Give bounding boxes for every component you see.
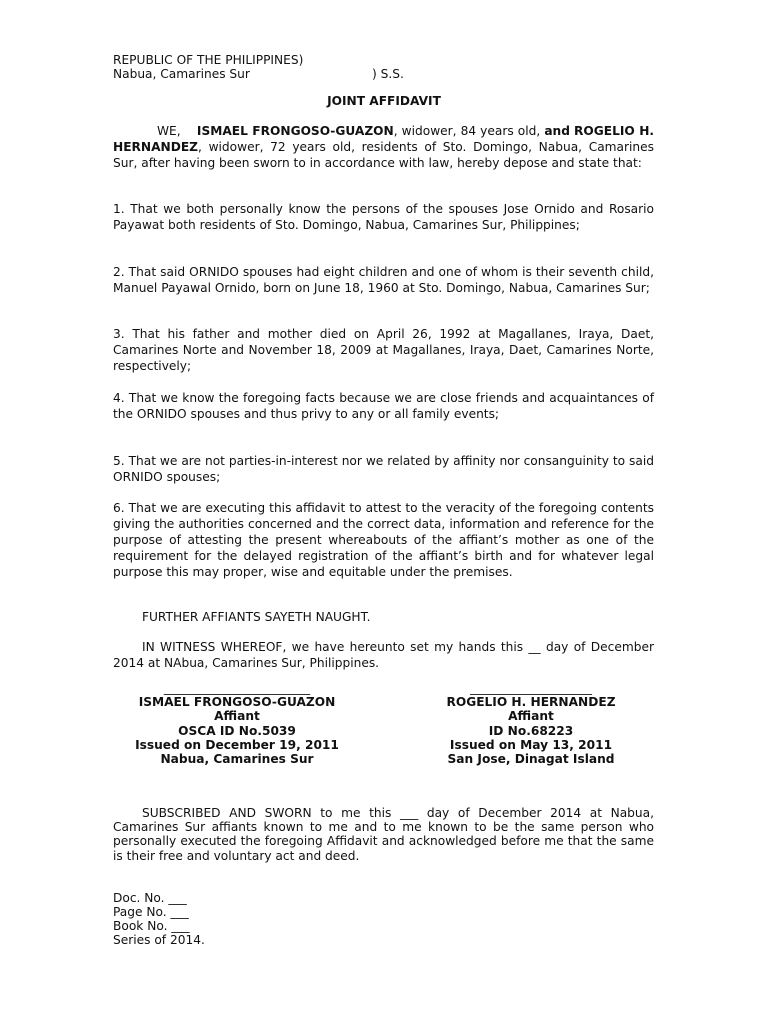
signature-block-2 — [386, 681, 676, 766]
document-title: JOINT AFFIDAVIT — [327, 94, 441, 108]
signature-line-1: ________________________ — [163, 681, 311, 695]
statement-item-6: 6. That we are executing this affidavit to attest to the veracity of the foregoing contents giving the authorities concerned and the correct data, information and reference for the purpose of attesting the present whereabouts of the affiant’s mother as one of the requirement for the delayed registration of the affiant’s birth and for whatever legal purpose this may proper, wise and equitable under the premises. — [113, 501, 654, 579]
affiant-name-2: ROGELIO H. HERNANDEZ — [113, 124, 655, 154]
signature-block-1 — [92, 681, 382, 766]
header-ss: ) S.S. — [372, 67, 404, 81]
header-republic: REPUBLIC OF THE PHILIPPINES) — [113, 53, 304, 67]
intro-paragraph — [113, 123, 654, 171]
further-affiants: FURTHER AFFIANTS SAYETH NAUGHT. — [142, 610, 371, 624]
affiant-name-1: ISMAEL FRONGOSO-GUAZON — [196, 124, 394, 138]
signatory-role-1: Affiant — [214, 709, 260, 724]
intro-we: WE, — [157, 124, 181, 138]
notarial-page-no: Page No. ___ — [113, 905, 189, 919]
signatory-name-1: ISMAEL FRONGOSO-GUAZON — [138, 695, 336, 710]
signatory-issued-2: Issued on May 13, 2011 — [449, 737, 613, 752]
signatory-issued-1: Issued on December 19, 2011 — [135, 737, 339, 752]
signatory-id-2: ID No.68223 — [488, 723, 574, 738]
notarial-series: Series of 2014. — [113, 933, 205, 947]
signature-line-2: ____________________ — [470, 681, 592, 695]
intro-and: and — [544, 124, 570, 138]
intro-text-2: , widower, 72 years old, residents of Sto. Domingo, Nabua, Camarines Sur, after having been sworn to in accordance with law, hereby depose and state that: — [113, 140, 654, 170]
notarial-doc-no: Doc. No. ___ — [113, 891, 187, 905]
notarial-book-no: Book No. ___ — [113, 919, 190, 933]
signatory-id-1: OSCA ID No.5039 — [178, 723, 296, 738]
statement-item-3: 3. That his father and mother died on April 26, 1992 at Magallanes, Iraya, Daet, Camarines Norte and November 18, 2009 at Magallanes, Iraya, Daet, Camarines Norte, respectively; — [113, 327, 654, 373]
statement-item-2: 2. That said ORNIDO spouses had eight children and one of whom is their seventh child, Manuel Payawal Ornido, born on June 18, 1960 at Sto. Domingo, Nabua, Camarines Sur; — [113, 265, 654, 295]
header-place: Nabua, Camarines Sur — [113, 67, 250, 81]
signatory-place-2: San Jose, Dinagat Island — [447, 752, 615, 767]
statement-item-4: 4. That we know the foregoing facts because we are close friends and acquaintances of the ORNIDO spouses and thus privy to any or all family events; — [113, 391, 654, 421]
witness-paragraph: IN WITNESS WHEREOF, we have hereunto set my hands this __ day of December 2014 at NAbua, Camarines Sur, Philippines. — [113, 640, 654, 670]
jurat-paragraph: SUBSCRIBED AND SWORN to me this ___ day of December 2014 at Nabua, Camarines Sur affiants known to me and to me known to be the same person who personally executed the foregoing Affidavit and acknowledged before me that the same is their free and voluntary act and deed. — [113, 806, 654, 863]
signatory-place-1: Nabua, Camarines Sur — [160, 752, 314, 767]
signatory-name-2: ROGELIO H. HERNANDEZ — [446, 695, 616, 710]
statement-item-1: 1. That we both personally know the persons of the spouses Jose Ornido and Rosario Payawat both residents of Sto. Domingo, Nabua, Camarines Sur, Philippines; — [113, 202, 654, 232]
statement-item-5: 5. That we are not parties-in-interest nor we related by affinity nor consanguinity to said ORNIDO spouses; — [113, 454, 654, 484]
intro-text-1: , widower, 84 years old, — [393, 124, 541, 138]
signatory-role-2: Affiant — [508, 709, 554, 724]
